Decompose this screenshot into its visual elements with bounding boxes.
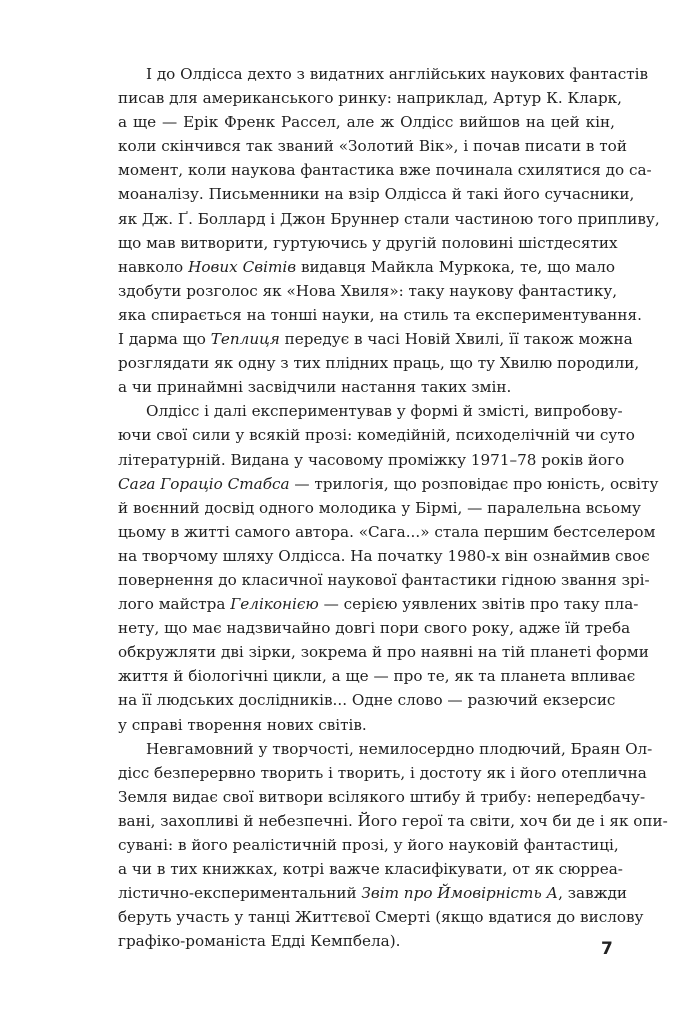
text-segment: навколо xyxy=(118,257,189,276)
text-line xyxy=(90,664,636,688)
text-line xyxy=(90,110,615,134)
text-line xyxy=(90,905,644,929)
text-segment: І до Олдісса дехто з видатних англійських наукових фантастів xyxy=(146,65,649,83)
text-segment: лого майстра xyxy=(118,595,231,614)
text-segment: ючи свої сили у всякій прозі: комедійній, психоделічній чи суто xyxy=(118,426,635,445)
italic-title: Нових Світів xyxy=(188,257,297,276)
text-segment: передує в часі Новій Хвилі, її також можна xyxy=(279,330,633,349)
text-segment: — трилогія, що розповідає про юність, освіту xyxy=(289,474,659,493)
text-segment: повернення до класичної наукової фантастики гідною звання зрі- xyxy=(118,570,650,589)
text-segment: яка спирається на тонші науки, на стиль та експериментування. xyxy=(118,305,642,324)
text-line xyxy=(90,785,646,809)
text-line xyxy=(90,448,625,472)
text-segment: Земля видає свої витвори всілякого штибу й трибу: непередбачу- xyxy=(118,787,646,806)
text-line xyxy=(90,423,635,447)
text-segment: нету, що має надзвичайно довгі пори свого року, адже їй треба xyxy=(118,619,631,638)
text-line xyxy=(90,86,623,110)
text-segment: вані, захопливі й небезпечні. Його герої та світи, хоч би де і як опи- xyxy=(118,811,668,830)
text-segment: розглядати як одну з тих плідних праць, що ту Хвилю породили, xyxy=(118,354,640,373)
text-segment: дісс безперервно творить і творить, і достоту як і його отеплична xyxy=(118,763,647,782)
text-line xyxy=(90,279,618,303)
page-number: 7 xyxy=(601,939,613,959)
italic-title: Теплиця xyxy=(210,330,280,349)
text-segment: сувані: в його реалістичній прозі, у його науковій фантастиці, xyxy=(118,836,619,854)
text-segment: а ще — Ерік Френк Рассел, але ж Олдісс вийшов на цей кін, xyxy=(118,113,615,132)
book-page-text xyxy=(90,62,668,953)
text-segment: видавця Майкла Муркока, те, що мало xyxy=(296,257,615,276)
text-segment: життя й біологічні цикли, а ще — про те, як та планета впливає xyxy=(118,667,636,686)
text-segment: беруть участь у танці Життєвої Смерті (якщо вдатися до вислову xyxy=(118,908,644,927)
text-line xyxy=(90,809,668,833)
text-segment: на творчому шляху Олдісса. На початку 1980-х він ознаймив своє xyxy=(118,546,650,565)
text-line xyxy=(90,713,615,737)
text-segment: лістично-експериментальний xyxy=(118,884,362,903)
text-line xyxy=(90,231,618,255)
text-line xyxy=(90,761,647,785)
text-line xyxy=(90,207,660,231)
text-line xyxy=(90,255,615,279)
text-segment: у справі творення нових світів. xyxy=(118,715,367,734)
text-line xyxy=(90,737,653,761)
paragraph xyxy=(90,399,659,736)
text-line xyxy=(90,929,615,953)
text-segment: а чи принаймні засвідчили настання таких змін. xyxy=(118,378,512,397)
text-segment: як Дж. Ґ. Боллард і Джон Бруннер стали частиною того припливу, xyxy=(118,209,660,228)
text-segment: що мав витворити, гуртуючись у другій половині шістдесятих xyxy=(118,233,618,252)
text-line xyxy=(90,375,615,399)
paragraph xyxy=(90,62,660,399)
text-line xyxy=(90,616,631,640)
text-segment: обкружляти дві зірки, зокрема й про наявні на тій планеті форми xyxy=(118,643,649,662)
text-segment: писав для американського ринку: наприклад, Артур К. Кларк, xyxy=(118,89,623,108)
text-line xyxy=(90,303,642,327)
text-segment: моаналізу. Письменники на взір Олдісса й такі його сучасники, xyxy=(118,185,635,204)
text-line xyxy=(90,544,650,568)
paragraph xyxy=(90,737,668,954)
text-segment: графіко-романіста Едді Кемпбела). xyxy=(118,932,401,951)
text-line xyxy=(90,833,619,857)
text-segment: коли скінчився так званий «Золотий Вік», і почав писати в той xyxy=(118,137,627,156)
text-line xyxy=(90,182,635,206)
text-line xyxy=(90,327,633,351)
text-line xyxy=(90,472,659,496)
text-line xyxy=(90,592,639,616)
text-line xyxy=(90,881,628,905)
italic-title: Геліконією xyxy=(230,595,319,614)
text-segment: цьому в житті самого автора. «Сага...» стала першим бестселером xyxy=(118,522,656,541)
text-segment: здобути розголос як «Нова Хвиля»: таку наукову фантастику, xyxy=(118,281,618,300)
text-line xyxy=(90,62,649,86)
text-line xyxy=(90,520,656,544)
text-line xyxy=(90,857,623,881)
text-segment: Невгамовний у творчості, немилосердно плодючий, Браян Ол- xyxy=(146,739,653,758)
text-line xyxy=(90,496,641,520)
text-segment: момент, коли наукова фантастика вже починала схилятися до са- xyxy=(118,161,652,180)
text-segment: на її людських дослідників... Одне слово — разючий екзерсис xyxy=(118,691,616,710)
text-line xyxy=(90,640,649,664)
text-segment: літературній. Видана у часовому проміжку 1971–78 років його xyxy=(118,450,625,469)
italic-title: Сага Гораціо Стабса xyxy=(118,474,290,493)
text-line xyxy=(90,688,615,712)
text-segment: , завжди xyxy=(558,884,628,903)
text-line xyxy=(90,568,650,592)
text-segment: а чи в тих книжках, котрі важче класифікувати, от як сюрреа- xyxy=(118,860,623,879)
text-line xyxy=(90,399,623,423)
italic-title: Звіт про Ймовірність А xyxy=(361,884,559,903)
text-segment: — серією уявлених звітів про таку пла- xyxy=(318,595,639,614)
text-line xyxy=(90,351,640,375)
text-segment: І дарма що xyxy=(118,330,211,349)
text-segment: Олдісс і далі експериментував у формі й змісті, випробову- xyxy=(146,402,623,421)
text-line xyxy=(90,134,627,158)
text-segment: й воєнний досвід одного молодика у Бірмі, — паралельна всьому xyxy=(118,498,641,517)
text-line xyxy=(90,158,652,182)
